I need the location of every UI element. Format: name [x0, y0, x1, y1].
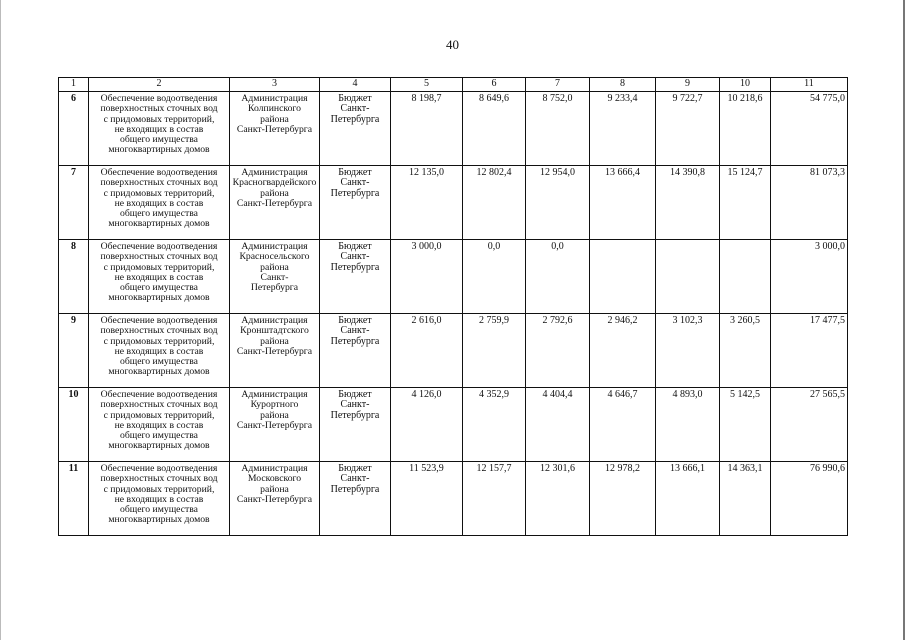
value-total: 17 477,5 [771, 314, 848, 388]
value-col8 [590, 240, 656, 314]
value-col5: 11 523,9 [391, 462, 463, 536]
funding-source: Бюджет Санкт- Петербурга [320, 314, 391, 388]
value-col10 [720, 240, 771, 314]
value-col6: 0,0 [463, 240, 526, 314]
value-col9: 14 390,8 [656, 166, 720, 240]
value-col8: 2 946,2 [590, 314, 656, 388]
value-col7: 12 301,6 [526, 462, 590, 536]
header-cell: 5 [391, 78, 463, 92]
table-row [59, 166, 848, 240]
value-total: 54 775,0 [771, 92, 848, 166]
header-cell: 2 [89, 78, 230, 92]
value-col7: 12 954,0 [526, 166, 590, 240]
header-cell: 10 [720, 78, 771, 92]
funding-source: Бюджет Санкт- Петербурга [320, 388, 391, 462]
executor: Администрация Московского района Санкт-Петербурга [230, 462, 320, 536]
table-row [59, 92, 848, 166]
funding-source: Бюджет Санкт- Петербурга [320, 92, 391, 166]
value-col10: 5 142,5 [720, 388, 771, 462]
value-col10: 3 260,5 [720, 314, 771, 388]
value-col8: 12 978,2 [590, 462, 656, 536]
value-col6: 12 802,4 [463, 166, 526, 240]
table-row [59, 314, 848, 388]
table-row [59, 388, 848, 462]
page-frame-left [0, 0, 1, 640]
executor: Администрация Колпинского района Санкт-Петербурга [230, 92, 320, 166]
funding-source: Бюджет Санкт- Петербурга [320, 240, 391, 314]
measure-name: Обеспечение водоотведения поверхностных сточных вод с придомовых территорий, не входящих в состав общего имущества многоквартирных домов [89, 462, 230, 536]
header-row [59, 78, 848, 92]
value-col9: 9 722,7 [656, 92, 720, 166]
row-number: 11 [59, 462, 89, 536]
value-col10: 10 218,6 [720, 92, 771, 166]
value-col6: 2 759,9 [463, 314, 526, 388]
value-total: 81 073,3 [771, 166, 848, 240]
row-number: 7 [59, 166, 89, 240]
executor: Администрация Курортного района Санкт-Петербурга [230, 388, 320, 462]
value-col10: 14 363,1 [720, 462, 771, 536]
measure-name: Обеспечение водоотведения поверхностных сточных вод с придомовых территорий, не входящих в состав общего имущества многоквартирных домов [89, 240, 230, 314]
value-col5: 2 616,0 [391, 314, 463, 388]
value-col10: 15 124,7 [720, 166, 771, 240]
value-col7: 4 404,4 [526, 388, 590, 462]
header-cell: 3 [230, 78, 320, 92]
value-col9: 3 102,3 [656, 314, 720, 388]
value-total: 27 565,5 [771, 388, 848, 462]
value-total: 76 990,6 [771, 462, 848, 536]
header-cell: 9 [656, 78, 720, 92]
row-number: 10 [59, 388, 89, 462]
page-number: 40 [446, 37, 459, 52]
funding-source: Бюджет Санкт- Петербурга [320, 166, 391, 240]
header-cell: 7 [526, 78, 590, 92]
value-col8: 9 233,4 [590, 92, 656, 166]
header-cell: 8 [590, 78, 656, 92]
value-col7: 2 792,6 [526, 314, 590, 388]
executor: Администрация Красносельского района Санкт- Петербурга [230, 240, 320, 314]
value-col5: 8 198,7 [391, 92, 463, 166]
value-col5: 12 135,0 [391, 166, 463, 240]
row-number: 8 [59, 240, 89, 314]
header-cell: 6 [463, 78, 526, 92]
measure-name: Обеспечение водоотведения поверхностных сточных вод с придомовых территорий, не входящих в состав общего имущества многоквартирных домов [89, 166, 230, 240]
header-cell: 1 [59, 78, 89, 92]
value-col6: 4 352,9 [463, 388, 526, 462]
value-total: 3 000,0 [771, 240, 848, 314]
value-col6: 12 157,7 [463, 462, 526, 536]
header-cell: 11 [771, 78, 848, 92]
budget-table [58, 77, 848, 536]
table-row [59, 240, 848, 314]
value-col7: 0,0 [526, 240, 590, 314]
value-col8: 4 646,7 [590, 388, 656, 462]
executor: Администрация Красногвардейского района Санкт-Петербурга [230, 166, 320, 240]
value-col9 [656, 240, 720, 314]
header-cell: 4 [320, 78, 391, 92]
row-number: 6 [59, 92, 89, 166]
value-col5: 4 126,0 [391, 388, 463, 462]
table-row [59, 462, 848, 536]
value-col9: 4 893,0 [656, 388, 720, 462]
value-col6: 8 649,6 [463, 92, 526, 166]
value-col5: 3 000,0 [391, 240, 463, 314]
measure-name: Обеспечение водоотведения поверхностных сточных вод с придомовых территорий, не входящих в состав общего имущества многоквартирных домов [89, 314, 230, 388]
row-number: 9 [59, 314, 89, 388]
value-col7: 8 752,0 [526, 92, 590, 166]
funding-source: Бюджет Санкт- Петербурга [320, 462, 391, 536]
value-col9: 13 666,1 [656, 462, 720, 536]
measure-name: Обеспечение водоотведения поверхностных сточных вод с придомовых территорий, не входящих в состав общего имущества многоквартирных домов [89, 92, 230, 166]
measure-name: Обеспечение водоотведения поверхностных сточных вод с придомовых территорий, не входящих в состав общего имущества многоквартирных домов [89, 388, 230, 462]
value-col8: 13 666,4 [590, 166, 656, 240]
executor: Администрация Кронштадтского района Санкт-Петербурга [230, 314, 320, 388]
